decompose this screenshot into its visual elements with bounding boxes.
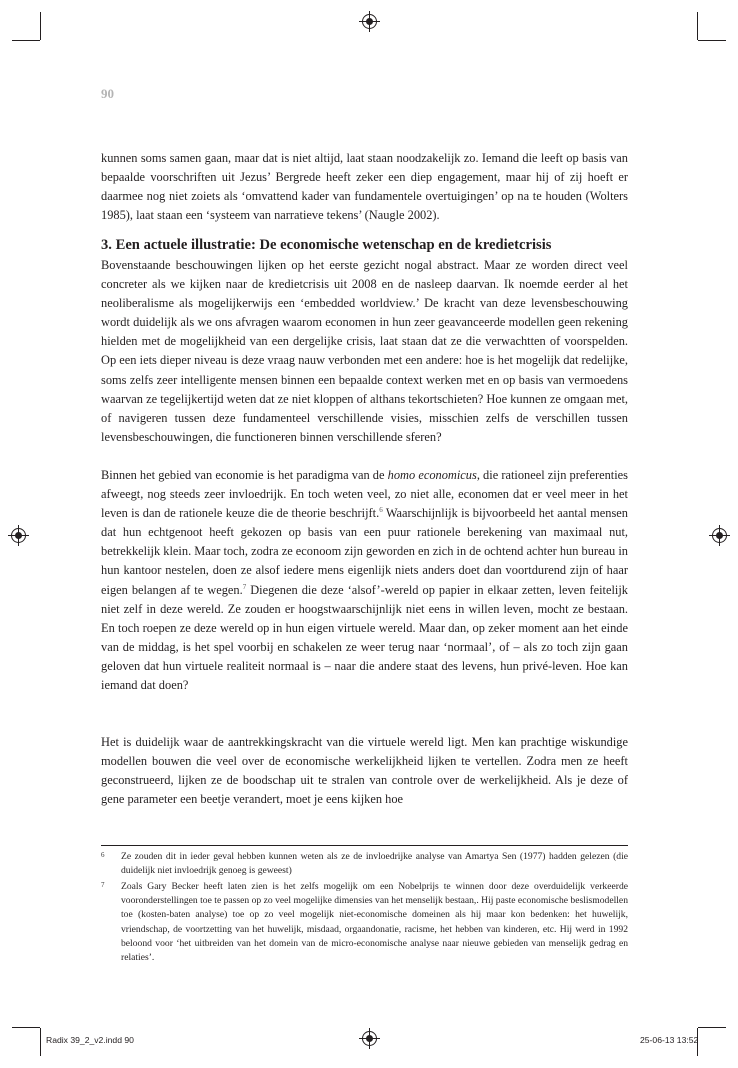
footnote-6 [101, 850, 628, 878]
paragraph-3-italic-term: homo economicus [387, 468, 477, 482]
footnote-number: 7 [101, 881, 105, 889]
footnote-ref-7[interactable]: 7 [242, 582, 247, 591]
crop-mark-top-right-v [697, 12, 698, 40]
paragraph-3-text-a: Binnen het gebied van economie is het paradigma van de [101, 468, 388, 482]
footnote-text: Ze zouden dit in ieder geval hebben kunnen weten als ze de invloedrijke analyse van Amartya Sen (1977) hadden gelezen (die duidelijk niet invloedrijk genoeg is geweest) [121, 851, 628, 877]
paragraph-3-text-d: Diegenen die deze ‘alsof’-wereld op papier in elkaar zetten, leven feitelijk niet zelf in deze wereld. Ze zouden er hoogstwaarschijnlijk niet eens in willen leven, mocht ze bestaan. En toch roepen ze deze wereld op in hun eigen virtuele wereld. Maar dan, op zeker moment aan het einde van de middag, is het spel voorbij en schakelen ze weer terug naar ‘normaal’, of – als zo toch zijn gaan geloven dat hun virtuele realiteit normaal is – naar die andere staat des levens, hun privé-leven. Hoe kan iemand dat doen? [101, 582, 628, 693]
footnote-text: Zoals Gary Becker heeft laten zien is het zelfs mogelijk om een Nobelprijs te winnen door deze overduidelijk verkeerde vooronderstellingen toe te passen op zo veel mogelijke dimensies van het menselijk bestaan,. Hij paste economische beslismodellen toe (kosten-baten analyse) toe op zo veel mogelijk niet-economische domeinen als hij maar kon bedenken: het huwelijk, vriendschap, de voortzetting van het huwelijk, misdaad, orgaandonatie, racisme, het hebben van kinderen, etc. Hij werd in 1992 beloond voor ‘het uitbreiden van het domein van de micro-economische analyse naar nieuwe gebieden van menselijk gedrag en relaties’. [121, 881, 628, 964]
registration-mark-icon [362, 1031, 377, 1046]
crop-mark-bottom-left-h [12, 1027, 40, 1028]
footnote-number: 6 [101, 851, 105, 859]
paragraph-2: Bovenstaande beschouwingen lijken op het eerste gezicht nogal abstract. Maar ze worden direct veel concreter als we kijken naar de kredietcrisis uit 2008 en de nasleep daarvan. Ik noemde eerder al het neoliberalisme als mogelijkerwijs een ‘embedded worldview.’ De kracht van deze levensbeschouwing wordt duidelijk als we ons afvragen waarom economen in hun zeer geavanceerde modellen geen rekening hielden met de mogelijkheid van een dergelijke crisis, laat staan dat ze die verwachtten of voorspelden. Op een iets dieper niveau is deze vraag nauw verbonden met een andere: hoe is het mogelijk dat redelijke, soms zelfs zeer intelligente mensen binnen een bepaalde context werken met en op basis van vermoedens waarvan ze tegelijkertijd weten dat ze niet kloppen of althans tekortschieten? Hoe kunnen ze omgaan met, of navigeren tussen deze fundamenteel verschillende visies, misschien zelfs de verschillen tussen levensbeschouwingen, die functioneren binnen verschillende sferen? [101, 258, 628, 444]
paragraph-3-text-b: , die rationeel zijn preferenties afweegt, nog steeds zeer invloedrijk. En toch weten veel, zo niet alle, economen dat er veel meer in het leven is dan de rationele keuze die de theorie beschrijft. [101, 468, 629, 521]
crop-mark-bottom-right-h [698, 1027, 726, 1028]
paragraph-1: kunnen soms samen gaan, maar dat is niet altijd, laat staan noodzakelijk zo. Iemand die leeft op basis van bepaalde voorschriften uit Jezus’ Bergrede heeft zeker een diep engagement, maar hij of zij hoeft er daarmee nog niet zoiets als ‘omvattend kader van fundamentele overtuigingen’ op na te houden (Wolters 1985), laat staan een ‘systeem van narratieve tekens’ (Naugle 2002). [101, 151, 628, 223]
crop-mark-top-right-h [698, 40, 726, 41]
crop-mark-top-left-v [40, 12, 41, 40]
page-number: 90 [101, 86, 114, 101]
registration-mark-icon [11, 528, 26, 543]
registration-mark-icon [362, 14, 377, 29]
footnote-7 [101, 880, 628, 965]
footnote-divider [101, 845, 628, 846]
paragraph-4: Het is duidelijk waar de aantrekkingskracht van die virtuele wereld ligt. Men kan prachtige wiskundige modellen bouwen die veel over de economische werkelijkheid lijken te vertellen. Zodra men ze heeft geconstrueerd, lijken ze de boodschap uit te stralen van controle over de werkelijkheid. Als je deze of gene parameter een beetje verandert, moet je eens kijken hoe [101, 735, 628, 807]
registration-mark-icon [712, 528, 727, 543]
footnote-ref-6[interactable]: 6 [379, 506, 383, 515]
paragraph-3 [101, 466, 628, 695]
slug-datetime: 25-06-13 13:52 [640, 1035, 699, 1045]
crop-mark-bottom-left-v [40, 1028, 41, 1056]
paragraph-3-text-c: Waarschijnlijk is bijvoorbeeld het aantal mensen dat hun echtgenoot heeft gekozen op basis van een puur rationele berekening van maximaal nut, betrekkelijk klein. Maar toch, zodra ze econoom zijn geworden en zich in de ochtend achter hun bureau in hun kantoor nestelen, doen ze alsof iedere mens eigenlijk niets anders doet dan voortdurend zijn of haar eigen belangen af te wegen. [101, 506, 628, 597]
crop-mark-top-left-h [12, 40, 40, 41]
section-heading: 3. Een actuele illustratie: De economische wetenschap en de kredietcrisis [101, 237, 552, 253]
slug-filename: Radix 39_2_v2.indd 90 [46, 1035, 134, 1045]
